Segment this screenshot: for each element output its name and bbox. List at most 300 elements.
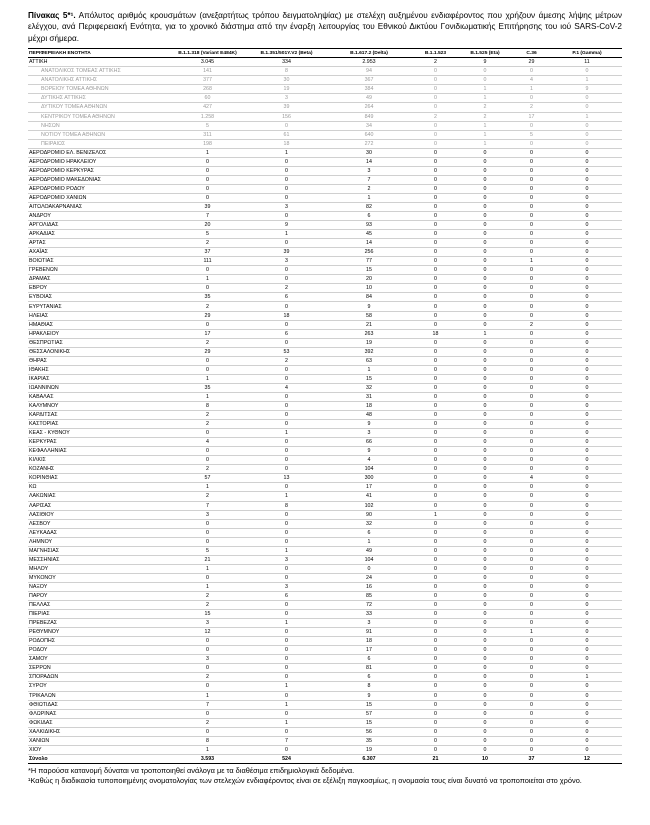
table-cell: 77 xyxy=(326,257,412,266)
table-cell: 0 xyxy=(511,673,552,682)
table-cell: 0 xyxy=(459,166,511,175)
table-cell: 300 xyxy=(326,474,412,483)
table-cell: 0 xyxy=(511,492,552,501)
table-cell: 0 xyxy=(168,456,247,465)
table-cell: 0 xyxy=(459,745,511,754)
region-name: ΑΡΚΑΔΙΑΣ xyxy=(28,230,168,239)
table-row xyxy=(28,411,622,420)
table-row xyxy=(28,646,622,655)
table-cell: 0 xyxy=(511,420,552,429)
table-cell: 0 xyxy=(552,483,622,492)
table-cell: 0 xyxy=(552,709,622,718)
table-cell: 427 xyxy=(168,103,247,112)
table-cell: 0 xyxy=(511,157,552,166)
table-cell: 0 xyxy=(552,239,622,248)
table-cell: 0 xyxy=(459,709,511,718)
table-cell: 14 xyxy=(326,157,412,166)
region-name: ΣΑΜΟΥ xyxy=(28,655,168,664)
table-cell: 0 xyxy=(168,709,247,718)
table-cell: 0 xyxy=(552,67,622,76)
table-cell: 0 xyxy=(459,311,511,320)
table-cell: 0 xyxy=(326,564,412,573)
table-cell: 0 xyxy=(459,456,511,465)
table-cell: 0 xyxy=(552,166,622,175)
table-cell: 31 xyxy=(326,392,412,401)
table-cell: 0 xyxy=(412,664,459,673)
table-cell: 0 xyxy=(552,266,622,275)
table-cell: 5 xyxy=(168,230,247,239)
table-cell: 0 xyxy=(168,284,247,293)
table-cell: 0 xyxy=(459,429,511,438)
table-row xyxy=(28,483,622,492)
table-cell: 1 xyxy=(511,257,552,266)
table-cell: 0 xyxy=(511,311,552,320)
region-name: ΚΩ xyxy=(28,483,168,492)
table-cell: 0 xyxy=(168,573,247,582)
table-cell: 8 xyxy=(326,682,412,691)
table-cell: 0 xyxy=(511,519,552,528)
table-cell: 2 xyxy=(168,239,247,248)
table-row xyxy=(28,709,622,718)
table-cell: 0 xyxy=(552,610,622,619)
table-cell: 1 xyxy=(511,628,552,637)
region-name: ΔΥΤΙΚΗΣ ΑΤΤΙΚΗΣ xyxy=(28,94,168,103)
table-cell: 0 xyxy=(511,682,552,691)
table-cell: 0 xyxy=(511,573,552,582)
table-cell: 3 xyxy=(247,582,326,591)
table-cell: 72 xyxy=(326,601,412,610)
table-cell: 0 xyxy=(511,239,552,248)
table-cell: 6 xyxy=(247,591,326,600)
table-row xyxy=(28,420,622,429)
table-cell: 4 xyxy=(511,474,552,483)
table-cell: 0 xyxy=(412,673,459,682)
table-cell: 0 xyxy=(168,646,247,655)
table-cell: 2 xyxy=(168,591,247,600)
table-cell: 58 xyxy=(326,311,412,320)
table-cell: 0 xyxy=(412,175,459,184)
table-cell: 2 xyxy=(168,411,247,420)
table-cell: 2 xyxy=(511,103,552,112)
table-cell: 29 xyxy=(168,311,247,320)
table-row xyxy=(28,745,622,754)
table-cell: 0 xyxy=(412,691,459,700)
region-name: ΠΑΡΟΥ xyxy=(28,591,168,600)
table-cell: 0 xyxy=(459,610,511,619)
table-cell: 0 xyxy=(459,682,511,691)
table-cell: 19 xyxy=(326,745,412,754)
table-cell: 0 xyxy=(552,411,622,420)
header-c36: C.36 xyxy=(511,49,552,58)
table-cell: 2 xyxy=(511,320,552,329)
table-cell: 17 xyxy=(511,112,552,121)
table-row xyxy=(28,284,622,293)
table-cell: 0 xyxy=(511,266,552,275)
table-row xyxy=(28,537,622,546)
table-cell: 0 xyxy=(412,447,459,456)
table-cell: 0 xyxy=(412,338,459,347)
table-cell: 0 xyxy=(459,230,511,239)
table-cell: 35 xyxy=(168,293,247,302)
table-cell: 0 xyxy=(412,537,459,546)
table-cell: 0 xyxy=(168,637,247,646)
table-row xyxy=(28,438,622,447)
table-cell: 49 xyxy=(326,94,412,103)
table-row xyxy=(28,239,622,248)
table-cell: 0 xyxy=(552,727,622,736)
table-cell: 0 xyxy=(247,637,326,646)
table-cell: 0 xyxy=(511,402,552,411)
table-cell: 0 xyxy=(511,664,552,673)
table-cell: 0 xyxy=(552,510,622,519)
table-cell: 0 xyxy=(459,157,511,166)
table-cell: 0 xyxy=(552,383,622,392)
table-cell: 0 xyxy=(247,573,326,582)
table-cell: 1 xyxy=(247,619,326,628)
table-cell: 9 xyxy=(247,221,326,230)
table-cell: 15 xyxy=(168,610,247,619)
table-cell: 0 xyxy=(412,519,459,528)
table-cell: 0 xyxy=(552,736,622,745)
table-cell: 0 xyxy=(412,347,459,356)
region-name: ΛΕΥΚΑΔΑΣ xyxy=(28,528,168,537)
table-cell: 0 xyxy=(412,130,459,139)
table-cell: 0 xyxy=(511,275,552,284)
table-cell: 0 xyxy=(247,420,326,429)
table-row xyxy=(28,673,622,682)
table-cell: 0 xyxy=(459,402,511,411)
region-name: ΕΥΡΥΤΑΝΙΑΣ xyxy=(28,302,168,311)
header-b16172: B.1.617.2 (Delta) xyxy=(326,49,412,58)
table-row xyxy=(28,637,622,646)
table-cell: 0 xyxy=(412,94,459,103)
table-cell: 0 xyxy=(552,347,622,356)
table-cell: 29 xyxy=(168,347,247,356)
table-cell: 141 xyxy=(168,67,247,76)
table-row xyxy=(28,302,622,311)
table-cell: 0 xyxy=(459,519,511,528)
table-cell: 82 xyxy=(326,202,412,211)
region-name: ΡΕΘΥΜΝΟΥ xyxy=(28,628,168,637)
table-row xyxy=(28,338,622,347)
table-cell: 0 xyxy=(412,67,459,76)
table-cell: 0 xyxy=(247,212,326,221)
table-cell: 0 xyxy=(511,166,552,175)
table-cell: 0 xyxy=(552,103,622,112)
table-cell: 367 xyxy=(326,76,412,85)
table-cell: 0 xyxy=(412,709,459,718)
region-name: ΕΥΒΟΙΑΣ xyxy=(28,293,168,302)
table-cell: 0 xyxy=(511,148,552,157)
table-cell: 0 xyxy=(459,193,511,202)
table-cell: 0 xyxy=(511,718,552,727)
table-cell: 1 xyxy=(552,76,622,85)
table-cell: 0 xyxy=(459,248,511,257)
table-cell: 8 xyxy=(247,67,326,76)
table-row xyxy=(28,555,622,564)
table-cell: 0 xyxy=(552,438,622,447)
table-cell: 0 xyxy=(552,311,622,320)
table-cell: 0 xyxy=(552,591,622,600)
table-cell: 0 xyxy=(412,619,459,628)
table-cell: 0 xyxy=(412,356,459,365)
table-row xyxy=(28,202,622,211)
table-cell: 2 xyxy=(168,673,247,682)
region-name: ΚΑΒΑΛΑΣ xyxy=(28,392,168,401)
region-name: ΛΑΣΙΘΙΟΥ xyxy=(28,510,168,519)
table-cell: 14 xyxy=(326,239,412,248)
table-cell: 0 xyxy=(247,121,326,130)
table-cell: 0 xyxy=(247,465,326,474)
table-cell: 0 xyxy=(459,383,511,392)
table-cell: 0 xyxy=(511,438,552,447)
region-name: ΑΙΤΩΛΟΑΚΑΡΝΑΝΙΑΣ xyxy=(28,202,168,211)
table-row xyxy=(28,257,622,266)
table-cell: 0 xyxy=(459,338,511,347)
region-name: ΗΜΑΘΙΑΣ xyxy=(28,320,168,329)
table-cell: 0 xyxy=(412,474,459,483)
region-name: ΑΡΤΑΣ xyxy=(28,239,168,248)
table-row xyxy=(28,474,622,483)
table-cell: 1 xyxy=(247,230,326,239)
table-cell: 0 xyxy=(511,700,552,709)
total-row xyxy=(28,754,622,763)
table-cell: 0 xyxy=(511,619,552,628)
table-cell: 0 xyxy=(552,582,622,591)
table-row xyxy=(28,456,622,465)
table-cell: 0 xyxy=(247,447,326,456)
region-name: ΔΥΤΙΚΟΥ ΤΟΜΕΑ ΑΘΗΝΩΝ xyxy=(28,103,168,112)
table-cell: 0 xyxy=(459,664,511,673)
table-cell: 0 xyxy=(459,637,511,646)
table-cell: 3 xyxy=(247,94,326,103)
table-cell: 0 xyxy=(552,157,622,166)
table-cell: 0 xyxy=(168,682,247,691)
table-cell: 8 xyxy=(168,736,247,745)
region-name: ΚΕΑΣ - ΚΥΘΝΟΥ xyxy=(28,429,168,438)
table-cell: 0 xyxy=(412,212,459,221)
table-row xyxy=(28,492,622,501)
header-b1351: B.1.351/501Y.V2 (Beta) xyxy=(247,49,326,58)
table-cell: 0 xyxy=(168,537,247,546)
table-cell: 0 xyxy=(552,456,622,465)
table-cell: 1 xyxy=(412,510,459,519)
region-name: ΚΟΖΑΝΗΣ xyxy=(28,465,168,474)
table-row xyxy=(28,591,622,600)
table-cell: 0 xyxy=(459,465,511,474)
table-cell: 0 xyxy=(552,257,622,266)
table-cell: 0 xyxy=(412,582,459,591)
table-cell: 0 xyxy=(247,338,326,347)
table-cell: 0 xyxy=(247,320,326,329)
table-cell: 0 xyxy=(168,447,247,456)
table-cell: 0 xyxy=(511,374,552,383)
table-cell: 0 xyxy=(511,736,552,745)
table-cell: 9 xyxy=(326,691,412,700)
table-cell: 0 xyxy=(412,646,459,655)
table-cell: 0 xyxy=(511,202,552,211)
table-cell: 104 xyxy=(326,465,412,474)
table-cell: 0 xyxy=(168,528,247,537)
table-cell: 93 xyxy=(326,221,412,230)
table-cell: 0 xyxy=(412,202,459,211)
header-p1: P.1 (Gamma) xyxy=(552,49,622,58)
table-cell: 0 xyxy=(552,447,622,456)
table-cell: 0 xyxy=(412,383,459,392)
table-cell: 39 xyxy=(247,103,326,112)
table-row xyxy=(28,175,622,184)
region-name: ΚΑΣΤΟΡΙΑΣ xyxy=(28,420,168,429)
table-cell: 0 xyxy=(511,429,552,438)
table-cell: 81 xyxy=(326,664,412,673)
table-cell: 1 xyxy=(247,429,326,438)
table-cell: 1 xyxy=(459,139,511,148)
table-cell: 0 xyxy=(511,121,552,130)
table-cell: 2 xyxy=(459,103,511,112)
table-cell: 15 xyxy=(326,374,412,383)
table-cell: 0 xyxy=(459,474,511,483)
table-row xyxy=(28,94,622,103)
table-row xyxy=(28,619,622,628)
table-cell: 0 xyxy=(552,555,622,564)
table-cell: 264 xyxy=(326,103,412,112)
region-name: ΚΕΡΚΥΡΑΣ xyxy=(28,438,168,447)
table-cell: 0 xyxy=(412,374,459,383)
table-cell: 0 xyxy=(511,610,552,619)
table-cell: 0 xyxy=(412,275,459,284)
table-row xyxy=(28,76,622,85)
table-row xyxy=(28,103,622,112)
table-cell: 1 xyxy=(168,564,247,573)
table-cell: 1 xyxy=(459,85,511,94)
region-name: ΧΙΟΥ xyxy=(28,745,168,754)
table-cell: 0 xyxy=(459,184,511,193)
table-cell: 0 xyxy=(552,601,622,610)
table-row xyxy=(28,727,622,736)
table-row xyxy=(28,230,622,239)
table-cell: 0 xyxy=(552,374,622,383)
table-cell: 0 xyxy=(412,320,459,329)
region-name: ΠΕΛΛΑΣ xyxy=(28,601,168,610)
region-name: ΠΕΙΡΑΙΩΣ xyxy=(28,139,168,148)
table-cell: 2 xyxy=(412,112,459,121)
region-name: ΚΑΡΔΙΤΣΑΣ xyxy=(28,411,168,420)
table-row xyxy=(28,212,622,221)
table-cell: 2 xyxy=(168,718,247,727)
table-cell: 0 xyxy=(459,546,511,555)
table-cell: 0 xyxy=(511,302,552,311)
table-cell: 0 xyxy=(552,664,622,673)
table-cell: 0 xyxy=(247,392,326,401)
table-cell: 0 xyxy=(247,302,326,311)
table-row xyxy=(28,564,622,573)
table-row xyxy=(28,248,622,257)
table-cell: 0 xyxy=(247,628,326,637)
caption-label: Πίνακας 5*¹. xyxy=(28,11,76,20)
region-name: ΠΡΕΒΕΖΑΣ xyxy=(28,619,168,628)
table-cell: 3.045 xyxy=(168,58,247,67)
table-cell: 0 xyxy=(459,275,511,284)
table-cell: 1 xyxy=(552,673,622,682)
table-cell: 0 xyxy=(168,320,247,329)
table-cell: 104 xyxy=(326,555,412,564)
table-row xyxy=(28,365,622,374)
table-cell: 0 xyxy=(247,519,326,528)
table-cell: 29 xyxy=(511,58,552,67)
table-cell: 198 xyxy=(168,139,247,148)
footnotes xyxy=(28,766,622,787)
table-cell: 0 xyxy=(552,700,622,709)
table-cell: 84 xyxy=(326,293,412,302)
table-cell: 0 xyxy=(459,356,511,365)
region-name: ΜΕΣΣΗΝΙΑΣ xyxy=(28,555,168,564)
table-cell: 0 xyxy=(412,610,459,619)
table-cell: 0 xyxy=(247,266,326,275)
table-cell: 0 xyxy=(412,139,459,148)
table-cell: 3 xyxy=(168,510,247,519)
table-cell: 0 xyxy=(412,429,459,438)
table-cell: 0 xyxy=(412,501,459,510)
table-cell: 0 xyxy=(247,537,326,546)
table-cell: 0 xyxy=(247,275,326,284)
table-cell: 311 xyxy=(168,130,247,139)
table-cell: 16 xyxy=(326,582,412,591)
table-cell: 21 xyxy=(326,320,412,329)
table-row xyxy=(28,736,622,745)
table-row xyxy=(28,121,622,130)
table-cell: 3 xyxy=(247,202,326,211)
table-cell: 2 xyxy=(168,465,247,474)
region-name: ΝΗΣΩΝ xyxy=(28,121,168,130)
table-row xyxy=(28,546,622,555)
table-cell: 3 xyxy=(247,257,326,266)
table-cell: 0 xyxy=(412,727,459,736)
table-cell: 8 xyxy=(247,501,326,510)
table-cell: 0 xyxy=(552,718,622,727)
table-row xyxy=(28,664,622,673)
table-cell: 3 xyxy=(168,655,247,664)
table-cell: 0 xyxy=(412,365,459,374)
table-row xyxy=(28,67,622,76)
table-cell: 4 xyxy=(511,76,552,85)
region-name: ΓΡΕΒΕΝΩΝ xyxy=(28,266,168,275)
header-region: ΠΕΡΙΦΕΡΕΙΑΚΗ ΕΝΟΤΗΤΑ xyxy=(28,49,168,58)
table-cell: 49 xyxy=(326,546,412,555)
table-cell: 0 xyxy=(459,573,511,582)
table-cell: 63 xyxy=(326,356,412,365)
table-cell: 1 xyxy=(247,148,326,157)
table-cell: 1 xyxy=(247,718,326,727)
table-cell: 0 xyxy=(552,528,622,537)
table-row xyxy=(28,573,622,582)
table-cell: 0 xyxy=(247,528,326,537)
table-cell: 1 xyxy=(247,546,326,555)
table-cell: 0 xyxy=(511,601,552,610)
table-cell: 0 xyxy=(412,700,459,709)
table-cell: 0 xyxy=(247,184,326,193)
table-cell: 0 xyxy=(412,239,459,248)
table-cell: 0 xyxy=(412,637,459,646)
table-cell: 0 xyxy=(511,248,552,257)
table-cell: 0 xyxy=(459,628,511,637)
table-cell: 0 xyxy=(459,239,511,248)
table-cell: 0 xyxy=(412,420,459,429)
table-cell: 19 xyxy=(326,338,412,347)
table-cell: 57 xyxy=(326,709,412,718)
table-cell: 0 xyxy=(552,356,622,365)
table-cell: 91 xyxy=(326,628,412,637)
table-cell: 849 xyxy=(326,112,412,121)
